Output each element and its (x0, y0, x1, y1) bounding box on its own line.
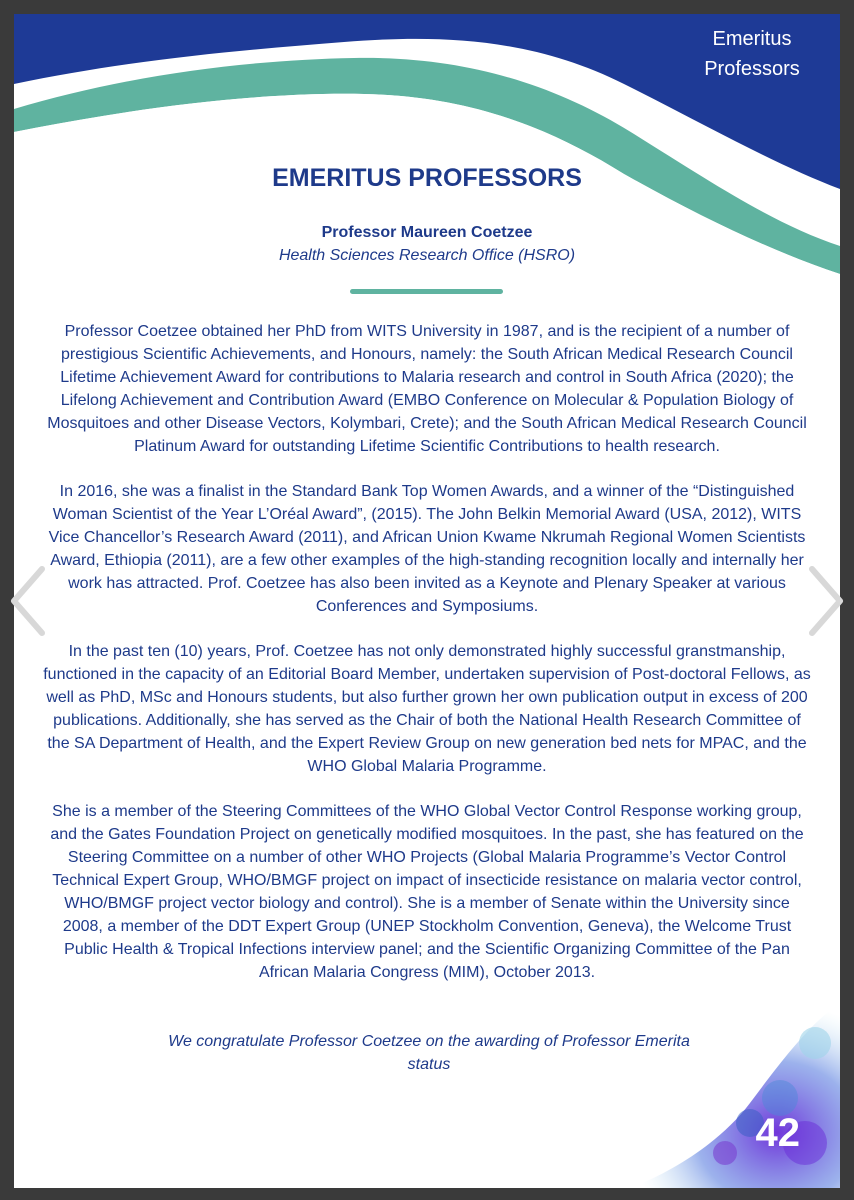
section-tag (692, 24, 812, 84)
section-tag-line2: Professors (704, 58, 800, 80)
page-number: 42 (755, 1111, 800, 1155)
paragraph: In 2016, she was a finalist in the Standard Bank Top Women Awards, and a winner of the “Distinguished Woman Scientist of the Year L’Oréal Award”, (2015). The John Belkin Memorial Award (USA, 2012), WITS Vice Chancellor’s Research Award (2011), and African Union Kwame Nkrumah Regional Women Scientists Award, Ethiopia (2011), are a few other examples of the high-standing recognition locally and internally her work has attracted. Prof. Coetzee has also been invited as a Keynote and Plenary Speaker at various Conferences and Symposiums. (48, 483, 806, 615)
section-tag-line1: Emeritus (712, 28, 792, 50)
title-divider (350, 289, 503, 294)
page-title: EMERITUS PROFESSORS (272, 164, 582, 192)
professor-name: Professor Maureen Coetzee (321, 224, 533, 241)
watercolor-corner-graphic (630, 1003, 840, 1188)
paragraph: She is a member of the Steering Committees of the WHO Global Vector Control Response working group, and the Gates Foundation Project on genetically modified mosquitoes. In the past, she has featured on the Steering Committee on a number of other WHO Projects (Global Malaria Programme’s Vector Control Technical Expert Group, WHO/BMGF project on impact of insecticide resistance on malaria vector control, WHO/BMGF project vector biology and control). She is a member of Senate within the University since 2008, a member of the DDT Expert Group (UNEP Stockholm Convention, Geneva), the Welcome Trust Public Health & Tropical Infections interview panel; and the Scientific Organizing Committee of the Pan African Malaria Congress (MIM), October 2013. (50, 803, 804, 981)
article-body (42, 320, 812, 1006)
closing-statement: We congratulate Professor Coetzee on the awarding of Professor Emerita status (168, 1033, 690, 1073)
paragraph: Professor Coetzee obtained her PhD from WITS University in 1987, and is the recipient of a number of prestigious Scientific Achievements, and Honours, namely: the South African Medical Research Council Lifetime Achievement Award for contributions to Malaria research and control in South Africa (2020); the Lifelong Achievement and Contribution Award (EMBO Conference on Molecular & Population Biology of Mosquitoes and other Disease Vectors, Kolymbari, Crete); and the South African Medical Research Council Platinum Award for outstanding Lifetime Scientific Contributions to health research. (47, 323, 807, 455)
chevron-right-icon[interactable] (806, 565, 846, 637)
professor-office: Health Sciences Research Office (HSRO) (278, 247, 576, 264)
chevron-left-icon[interactable] (8, 565, 48, 637)
paragraph: In the past ten (10) years, Prof. Coetzee has not only demonstrated highly successful granstmanship, functioned in the capacity of an Editorial Board Member, undertaken supervision of Post-doctoral Fellows, as well as PhD, MSc and Honours students, but also further grown her own publication output in excess of 200 publications. Additionally, she has served as the Chair of both the National Health Research Committee of the SA Department of Health, and the Expert Review Group on new generation bed nets for MPAC, and the WHO Global Malaria Programme. (43, 643, 811, 775)
document-page (14, 14, 840, 1188)
